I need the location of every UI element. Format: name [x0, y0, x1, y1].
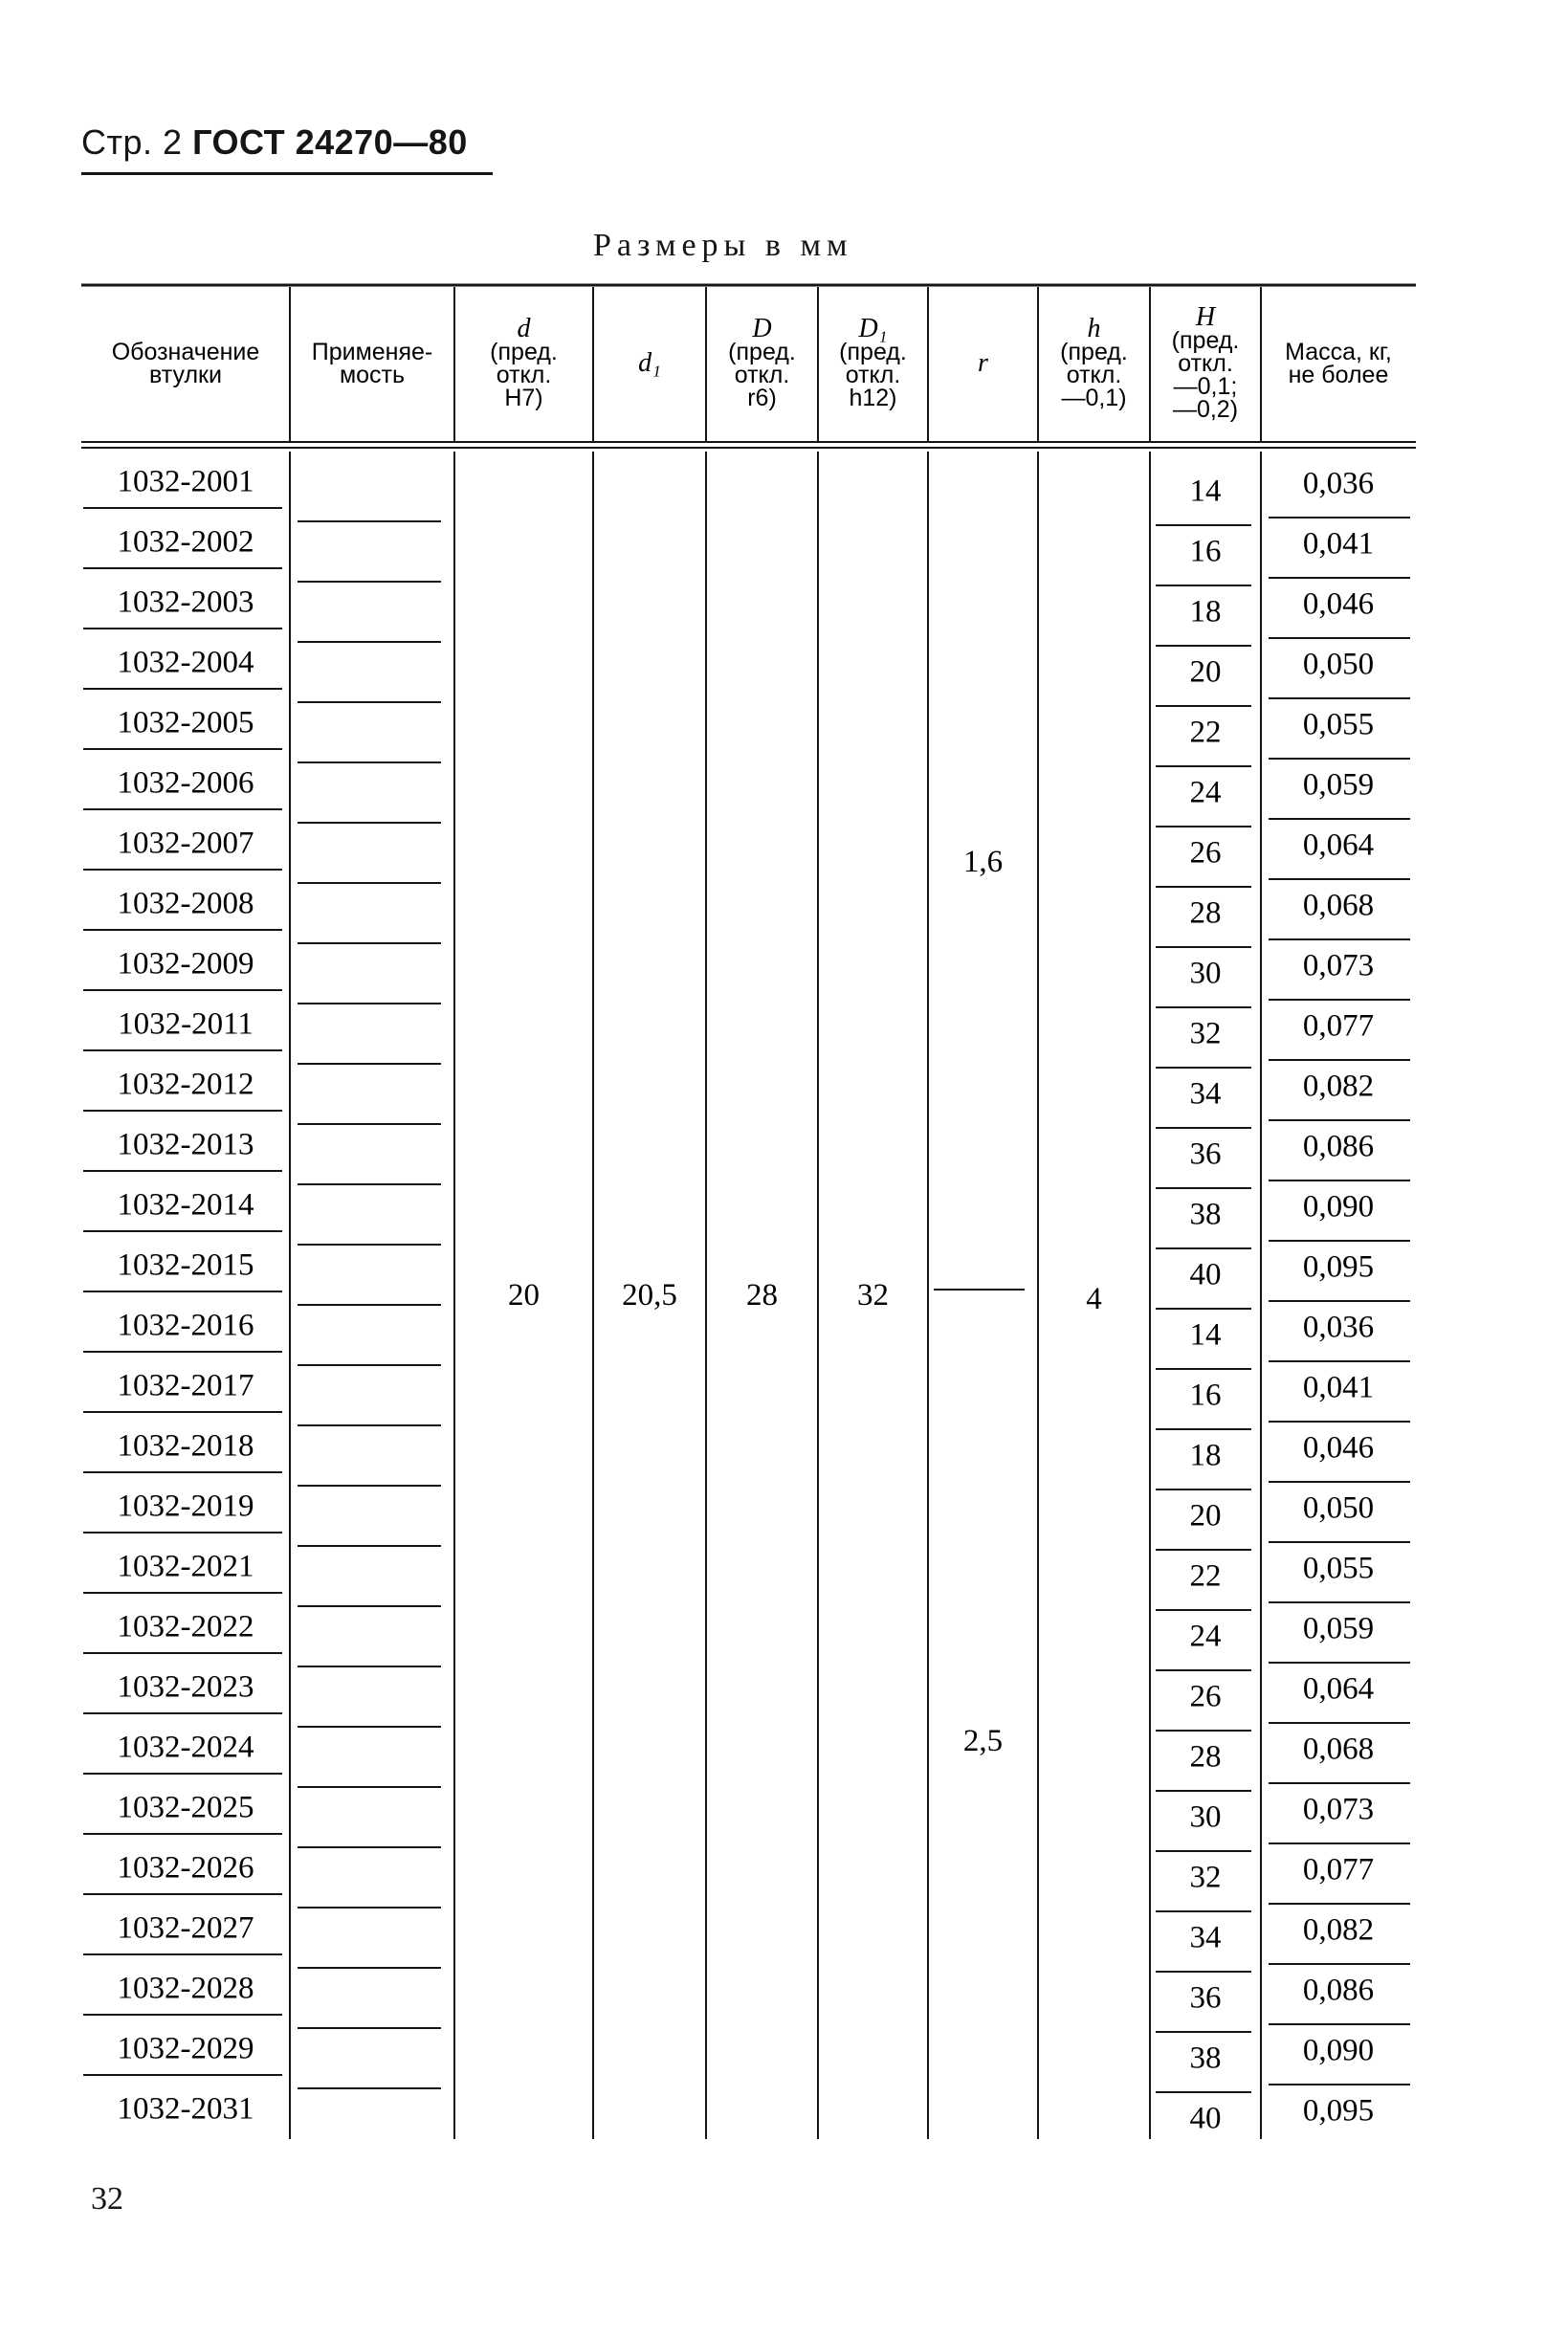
designation-cell: 1032-2008	[117, 886, 254, 921]
mass-cell: 0,050	[1302, 1490, 1375, 1526]
column-header-d: H7)	[504, 385, 543, 411]
mass-cell: 0,077	[1302, 1008, 1375, 1044]
mass-cell: 0,041	[1302, 1370, 1375, 1405]
mass-cell: 0,095	[1302, 1249, 1375, 1285]
mass-cell: 0,086	[1302, 1973, 1375, 2008]
designation-cell: 1032-2015	[117, 1247, 254, 1283]
height-cell: 26	[1189, 835, 1222, 871]
mass-cell: 0,090	[1302, 1189, 1375, 1225]
column-header-d1: d₁	[638, 348, 661, 378]
mass-cell: 0,064	[1302, 1671, 1375, 1707]
mass-cell: 0,059	[1302, 1611, 1375, 1646]
column-header-designation: Обозначение	[111, 339, 260, 365]
designation-cell: 1032-2024	[117, 1730, 254, 1765]
column-header-h: h	[1087, 314, 1101, 343]
height-cell: 38	[1189, 1197, 1222, 1232]
height-cell: 16	[1189, 534, 1222, 569]
column-header-D: откл.	[734, 362, 790, 388]
height-cell: 36	[1189, 1980, 1222, 2016]
designation-cell: 1032-2031	[117, 2091, 254, 2127]
designation-cell: 1032-2012	[117, 1067, 254, 1102]
mass-cell: 0,055	[1302, 707, 1375, 742]
height-cell: 28	[1189, 1739, 1222, 1775]
shared-D1-cell: 32	[857, 1278, 889, 1313]
units-caption: Размеры в мм	[593, 228, 853, 263]
height-cell: 18	[1189, 594, 1222, 629]
height-cell: 24	[1189, 775, 1222, 810]
column-header-H: (пред.	[1171, 327, 1240, 354]
mass-cell: 0,073	[1302, 1792, 1375, 1827]
height-cell: 16	[1189, 1378, 1222, 1413]
column-header-d: (пред.	[490, 339, 558, 365]
column-header-D1: D₁	[858, 314, 888, 343]
column-header-H: —0,2)	[1172, 396, 1239, 423]
shared-d1-cell: 20,5	[622, 1278, 677, 1313]
height-cell: 34	[1189, 1076, 1222, 1112]
column-header-mass: не более	[1288, 362, 1389, 388]
designation-cell: 1032-2023	[117, 1669, 254, 1705]
designation-cell: 1032-2007	[117, 826, 254, 861]
header-prefix: Стр. 2	[81, 122, 183, 162]
height-cell: 20	[1189, 1498, 1222, 1534]
designation-cell: 1032-2014	[117, 1187, 254, 1223]
mass-cell: 0,064	[1302, 827, 1375, 863]
column-header-applicability: Применяе-	[311, 339, 433, 365]
height-cell: 40	[1189, 1257, 1222, 1292]
designation-cell: 1032-2018	[117, 1428, 254, 1464]
designation-cell: 1032-2011	[118, 1006, 254, 1042]
designation-cell: 1032-2005	[117, 705, 254, 740]
designation-cell: 1032-2013	[117, 1127, 254, 1162]
column-header-d: d	[517, 314, 531, 343]
column-header-D1: h12)	[849, 385, 897, 411]
mass-cell: 0,082	[1302, 1069, 1375, 1104]
shared-h-cell: 4	[1086, 1282, 1102, 1316]
column-header-D1: откл.	[845, 362, 901, 388]
column-header-H: H	[1195, 302, 1216, 332]
column-header-applicability: мость	[339, 362, 406, 388]
shared-d-cell: 20	[508, 1278, 540, 1313]
designation-cell: 1032-2016	[117, 1308, 254, 1343]
mass-cell: 0,068	[1302, 888, 1375, 923]
mass-cell: 0,059	[1302, 767, 1375, 803]
height-cell: 40	[1189, 2101, 1222, 2136]
designation-cell: 1032-2006	[117, 765, 254, 801]
column-header-designation: втулки	[149, 362, 222, 388]
designation-cell: 1032-2001	[117, 464, 254, 499]
height-cell: 20	[1189, 654, 1222, 690]
column-header-H: откл.	[1178, 350, 1233, 377]
column-header-D1: (пред.	[839, 339, 907, 365]
mass-cell: 0,082	[1302, 1912, 1375, 1948]
page-number: 32	[91, 2181, 123, 2217]
mass-cell: 0,046	[1302, 1430, 1375, 1466]
column-header-D: (пред.	[728, 339, 796, 365]
mass-cell: 0,086	[1302, 1129, 1375, 1164]
mass-cell: 0,073	[1302, 948, 1375, 983]
column-header-h: откл.	[1066, 362, 1122, 388]
designation-cell: 1032-2022	[117, 1609, 254, 1644]
column-header-mass: Масса, кг,	[1285, 339, 1392, 365]
mass-cell: 0,036	[1302, 466, 1375, 501]
height-cell: 34	[1189, 1920, 1222, 1955]
height-cell: 32	[1189, 1860, 1222, 1895]
height-cell: 14	[1189, 474, 1222, 509]
column-header-d: откл.	[496, 362, 552, 388]
mass-cell: 0,050	[1302, 647, 1375, 682]
shared-D-cell: 28	[746, 1278, 778, 1313]
mass-cell: 0,090	[1302, 2033, 1375, 2068]
height-cell: 24	[1189, 1619, 1222, 1654]
mass-cell: 0,068	[1302, 1732, 1375, 1767]
designation-cell: 1032-2027	[117, 1910, 254, 1946]
height-cell: 14	[1189, 1317, 1222, 1353]
designation-cell: 1032-2021	[117, 1549, 254, 1584]
designation-cell: 1032-2026	[117, 1850, 254, 1886]
designation-cell: 1032-2025	[117, 1790, 254, 1825]
designation-cell: 1032-2002	[117, 524, 254, 560]
designation-cell: 1032-2004	[117, 645, 254, 680]
column-header-h: (пред.	[1060, 339, 1128, 365]
height-cell: 36	[1189, 1136, 1222, 1172]
column-header-h: —0,1)	[1061, 385, 1127, 411]
column-header-H: —0,1;	[1173, 373, 1238, 400]
mass-cell: 0,041	[1302, 526, 1375, 562]
height-cell: 18	[1189, 1438, 1222, 1473]
mass-cell: 0,036	[1302, 1310, 1375, 1345]
mass-cell: 0,046	[1302, 586, 1375, 622]
column-header-r: r	[978, 348, 988, 378]
designation-cell: 1032-2009	[117, 946, 254, 982]
designation-cell: 1032-2029	[117, 2031, 254, 2066]
designation-cell: 1032-2003	[117, 585, 254, 620]
height-cell: 26	[1189, 1679, 1222, 1714]
header-standard: ГОСТ 24270—80	[192, 122, 468, 162]
height-cell: 38	[1189, 2041, 1222, 2076]
height-cell: 30	[1189, 1799, 1222, 1835]
height-cell: 32	[1189, 1016, 1222, 1051]
height-cell: 22	[1189, 715, 1222, 750]
height-cell: 28	[1189, 895, 1222, 931]
radius-group1-cell: 1,6	[962, 845, 1004, 879]
height-cell: 30	[1189, 956, 1222, 991]
designation-cell: 1032-2028	[117, 1971, 254, 2006]
mass-cell: 0,077	[1302, 1852, 1375, 1887]
mass-cell: 0,055	[1302, 1551, 1375, 1586]
column-header-D: r6)	[747, 385, 777, 411]
mass-cell: 0,095	[1302, 2093, 1375, 2129]
height-cell: 22	[1189, 1558, 1222, 1594]
designation-cell: 1032-2019	[117, 1489, 254, 1524]
column-header-D: D	[752, 314, 772, 343]
radius-group2-cell: 2,5	[962, 1724, 1004, 1758]
designation-cell: 1032-2017	[117, 1368, 254, 1403]
